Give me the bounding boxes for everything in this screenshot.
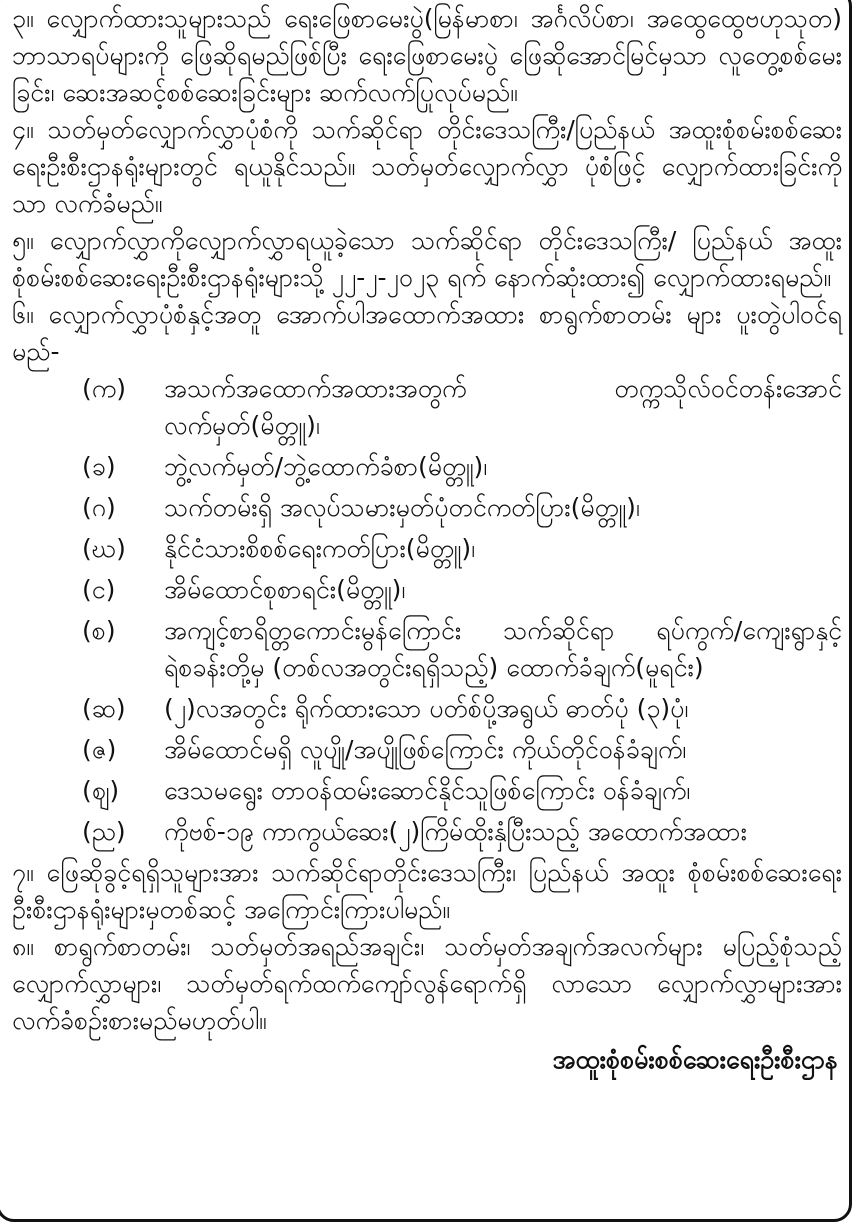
list-item (12, 530, 842, 567)
list-marker: (စ) (82, 616, 116, 645)
list-marker: (ည) (82, 817, 126, 846)
list-item (12, 571, 842, 608)
list-item-text: ဒေသမရွေး တာဝန်ထမ်းဆောင်နိုင်သူဖြစ်ကြောင်း ဝန်ခံချက်၊ (164, 776, 691, 805)
list-marker: (ဆ) (82, 694, 126, 723)
list-item (12, 731, 842, 768)
list-item-text: ကိုဗစ်-၁၉ ကာကွယ်ဆေး(၂)ကြိမ်ထိုးနှံပြီးသည့် အထောက်အထား (164, 817, 747, 846)
list-item (12, 370, 842, 444)
list-item (12, 448, 842, 485)
list-item (12, 489, 842, 526)
list-marker: (ခ) (82, 452, 116, 481)
list-item-text: (၂)လအတွင်း ရိုက်ထားသော ပတ်စ်ပို့အရွယ် ဓာတ်ပုံ (၃)ပုံ၊ (164, 694, 689, 723)
list-marker: (ဇ) (82, 735, 117, 764)
list-marker: (ဃ) (82, 534, 126, 563)
list-item (12, 772, 842, 809)
list-item-text: အသက်အထောက်အထားအတွက် တက္ကသိုလ်ဝင်တန်းအောင် လက်မှတ်(မိတ္တူ)၊ (164, 374, 842, 440)
department-signature: အထူးစုံစမ်းစစ်ဆေးရေးဦးစီးဌာန (552, 1045, 838, 1074)
list-item-text: သက်တမ်းရှိ အလုပ်သမားမှတ်ပုံတင်ကတ်ပြား(မိတ္တူ)၊ (164, 493, 640, 522)
list-item-text: ဘွဲ့လက်မှတ်/ဘွဲ့ထောက်ခံစာ(မိတ္တူ)၊ (164, 452, 488, 481)
list-marker: (ဈ) (82, 776, 120, 805)
list-marker: (ဂ) (82, 493, 116, 522)
list-item-text: အိမ်ထောင်မရှိ လူပျို/အပျိုဖြစ်ကြောင်း ကိုယ်တိုင်ဝန်ခံချက်၊ (164, 735, 687, 764)
list-item-text: နိုင်ငံသားစိစစ်ရေးကတ်ပြား(မိတ္တူ)၊ (164, 534, 476, 563)
list-item-text: အိမ်ထောင်စုစာရင်း(မိတ္တူ)၊ (164, 575, 406, 604)
required-documents-list (12, 370, 842, 850)
list-item (12, 612, 842, 686)
paragraph-7: ၇။ ဖြေဆိုခွင့်ရရှိသူများအား သက်ဆိုင်ရာတိုင်းဒေသကြီး၊ ပြည်နယ် အထူး စုံစမ်းစစ်ဆေးရေးဦးစီးဌာနရုံးများမှတစ်ဆင့် အကြောင်းကြားပါမည်။ (12, 858, 842, 924)
list-item (12, 813, 842, 850)
paragraph-3: ၃။ လျှောက်ထားသူများသည် ရေးဖြေစာမေးပွဲ(မြန်မာစာ၊ အင်္ဂလိပ်စာ၊ အထွေထွေဗဟုသုတ) ဘာသာရပ်များကို ဖြေဆိုရမည်ဖြစ်ပြီး ရေးဖြေစာမေးပွဲ ဖြေဆိုအောင်မြင်မှသာ လူတွေ့စစ်မေးခြင်း၊ ဆေးအဆင့်စစ်ဆေးခြင်းများ ဆက်လက်ပြုလုပ်မည်။ (12, 4, 842, 107)
notice-document (12, 0, 842, 1078)
list-item-text: အကျင့်စာရိတ္တကောင်းမွန်ကြောင်း သက်ဆိုင်ရာ ရပ်ကွက်/ကျေးရွာနှင့် ရဲစခန်းတို့မှ (တစ်လအတွင်းရရှိသည့်) ထောက်ခံချက်(မူရင်း) (164, 616, 842, 682)
list-marker: (က) (82, 374, 126, 403)
paragraph-4: ၄။ သတ်မှတ်လျှောက်လွှာပုံစံကို သက်ဆိုင်ရာ တိုင်းဒေသကြီး/ပြည်နယ် အထူးစုံစမ်းစစ်ဆေးရေးဦးစီးဌာနရုံးများတွင် ရယူနိုင်သည်။ သတ်မှတ်လျှောက်လွှာ ပုံစံဖြင့် လျှောက်ထားခြင်းကိုသာ လက်ခံမည်။ (12, 115, 842, 218)
paragraph-5: ၅။ လျှောက်လွှာကိုလျှောက်လွှာရယူခဲ့သော သက်ဆိုင်ရာ တိုင်းဒေသကြီး/ ပြည်နယ် အထူးစုံစမ်းစစ်ဆေးရေးဦးစီးဌာနရုံးများသို့ ၂၂-၂-၂၀၂၃ ရက် နောက်ဆုံးထား၍ လျှောက်ထားရမည်။ (12, 226, 842, 292)
paragraph-8: ၈။ စာရွက်စာတမ်း၊ သတ်မှတ်အရည်အချင်း၊ သတ်မှတ်အချက်အလက်များ မပြည့်စုံသည့် လျှောက်လွှာများ၊ သတ်မှတ်ရက်ထက်ကျော်လွန်ရောက်ရှိ လာသော လျှောက်လွှာများအား လက်ခံစဉ်းစားမည်မဟုတ်ပါ။ (12, 932, 842, 1035)
list-item (12, 690, 842, 727)
paragraph-6: ၆။ လျှောက်လွှာပုံစံနှင့်အတူ အောက်ပါအထောက်အထား စာရွက်စာတမ်း များ ပူးတွဲပါဝင်ရမည်- (12, 300, 842, 366)
list-marker: (င) (82, 575, 116, 604)
